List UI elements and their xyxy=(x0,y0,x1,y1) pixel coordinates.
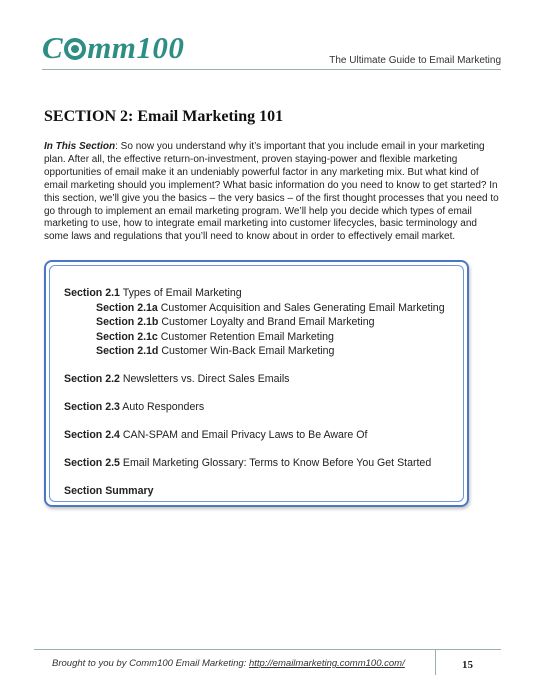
toc-item-2-4[interactable]: Section 2.4 CAN-SPAM and Email Privacy Laws to Be Aware Of xyxy=(64,429,368,441)
toc-item-2-1[interactable]: Section 2.1 Types of Email Marketing xyxy=(64,287,242,299)
toc-item-2-1b[interactable]: Section 2.1b Customer Loyalty and Brand Email Marketing xyxy=(96,316,375,328)
intro-text: : So now you understand why it’s important that you include email in your marketing plan. After all, the effective return-on-investment, proven staying-power and flexible marketing opportunities of email make it an undeniably powerful factor in any marketing mix. But what kind of email marketing should you implement? What basic information do you need to know to get started? In this section, we’ll give you the basics – the very basics – of the first thought processes that you need to go through to implement an email marketing program. We’ll help you decide which types of email marketing to use, how to integrate email marketing into customer lifecycles, basic terminology and some laws and regulations that you’ll need to know about in order to effectively email market. xyxy=(44,141,499,243)
footer-link[interactable]: http://emailmarketing.comm100.com/ xyxy=(248,658,405,669)
header-title: The Ultimate Guide to Email Marketing xyxy=(329,55,501,66)
toc-item-summary[interactable]: Section Summary xyxy=(64,485,154,497)
comm100-logo: C mm100 xyxy=(42,30,185,65)
toc-item-2-1d[interactable]: Section 2.1d Customer Win-Back Email Marketing xyxy=(96,345,335,357)
toc-item-2-3[interactable]: Section 2.3 Auto Responders xyxy=(64,401,205,413)
page-number: 15 xyxy=(462,659,473,671)
intro-lead: In This Section xyxy=(44,141,116,152)
footer-text: Brought to you by Comm100 Email Marketing: http://emailmarketing.comm100.com/ xyxy=(52,658,405,669)
logo-o-icon xyxy=(64,38,86,60)
toc-item-2-5[interactable]: Section 2.5 Email Marketing Glossary: Terms to Know Before You Get Started xyxy=(64,457,432,469)
toc-item-2-1c[interactable]: Section 2.1c Customer Retention Email Marketing xyxy=(96,330,334,343)
footer-vertical-divider xyxy=(435,650,436,675)
section-intro xyxy=(44,141,502,244)
header-divider xyxy=(42,69,501,70)
toc-item-2-2[interactable]: Section 2.2 Newsletters vs. Direct Sales Emails xyxy=(64,373,290,385)
toc-list xyxy=(64,286,445,499)
footer-divider xyxy=(34,649,501,650)
section-heading: SECTION 2: Email Marketing 101 xyxy=(44,108,284,125)
toc-item-2-1a[interactable]: Section 2.1a Customer Acquisition and Sales Generating Email Marketing xyxy=(96,301,445,314)
